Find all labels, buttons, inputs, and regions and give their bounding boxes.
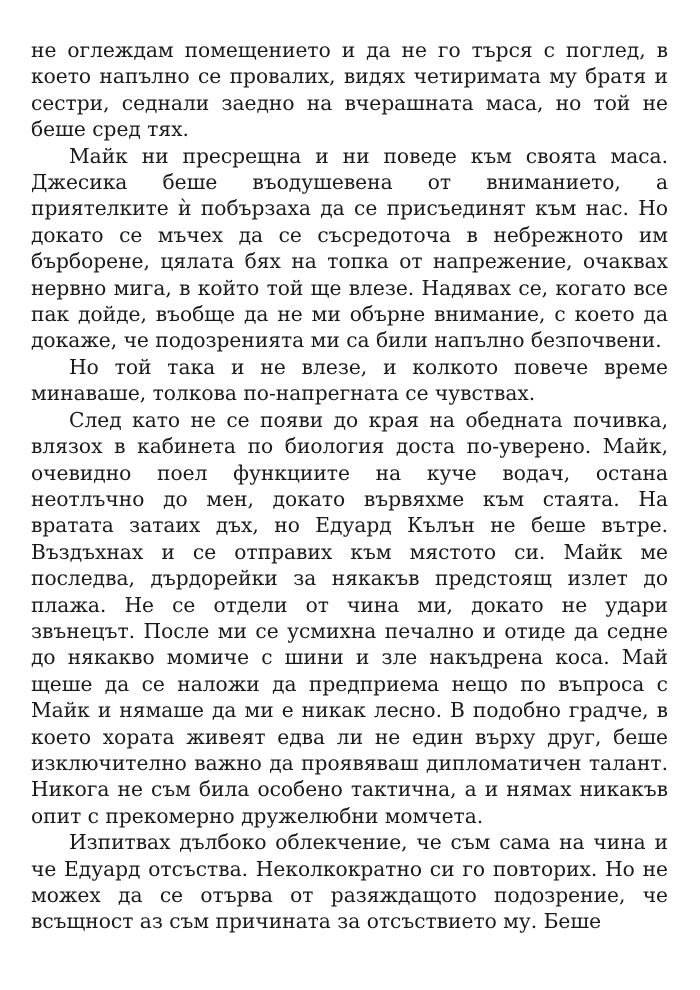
page-text (31, 37, 668, 935)
paragraph: Изпитвах дълбоко облекчение, че съм сама на чина и че Едуард отсъства. Неколкократно си го повторих. Но не можех да се отърва от разяждащото подозрение, че всъщност аз съм причината за отсъствието му. Беше (31, 830, 668, 934)
paragraph-continuation: не оглеждам помещението и да не го търся с поглед, в което напълно се провалих, видях четиримата му братя и сестри, седнали заедно на вчерашната маса, но той не беше сред тях. (31, 38, 668, 142)
paragraph: Но той така и не влезе, и колкото повече време минаваше, толкова по-напрегната се чувствах. (31, 354, 668, 406)
paragraph: След като не се появи до края на обедната почивка, влязох в кабинета по биология доста по-уверено. Майк, очевидно поел функциите на куче водач, остана неотлъчно до мен, докато вървяхме към стаята. На вратата затаих дъх, но Едуард Кълън не беше вътре. Въздъхнах и се отправих към мястото си. Майк ме последва, дърдорейки за някакъв предстоящ излет до плажа. Не се отдели от чина ми, докато не удари звънецът. После ми се усмихна печално и отиде да седне до някакво момиче с шини и зле накъдрена коса. Май щеше да се наложи да предприема нещо по въпроса с Майк и нямаше да ми е никак лесно. В подобно градче, в което хората живеят едва ли не един върху друг, беше изключително важно да проявяваш дипломатичен талант. Никога не съм била особено тактична, а и нямах никакъв опит с прекомерно дружелюбни момчета. (31, 407, 668, 828)
paragraph: Майк ни пресрещна и ни поведе към своята маса. Джесика беше въодушевена от вниманието, а приятелките ѝ побързаха да се присъединят към нас. Но докато се мъчех да се съсредоточа в небрежното им бърборене, цялата бях на топка от напрежение, очаквах нервно мига, в който той ще влезе. Надявах се, когато все пак дойде, въобще да не ми обърне внимание, с което да докаже, че подозренията ми са били напълно безпочвени. (31, 143, 668, 353)
